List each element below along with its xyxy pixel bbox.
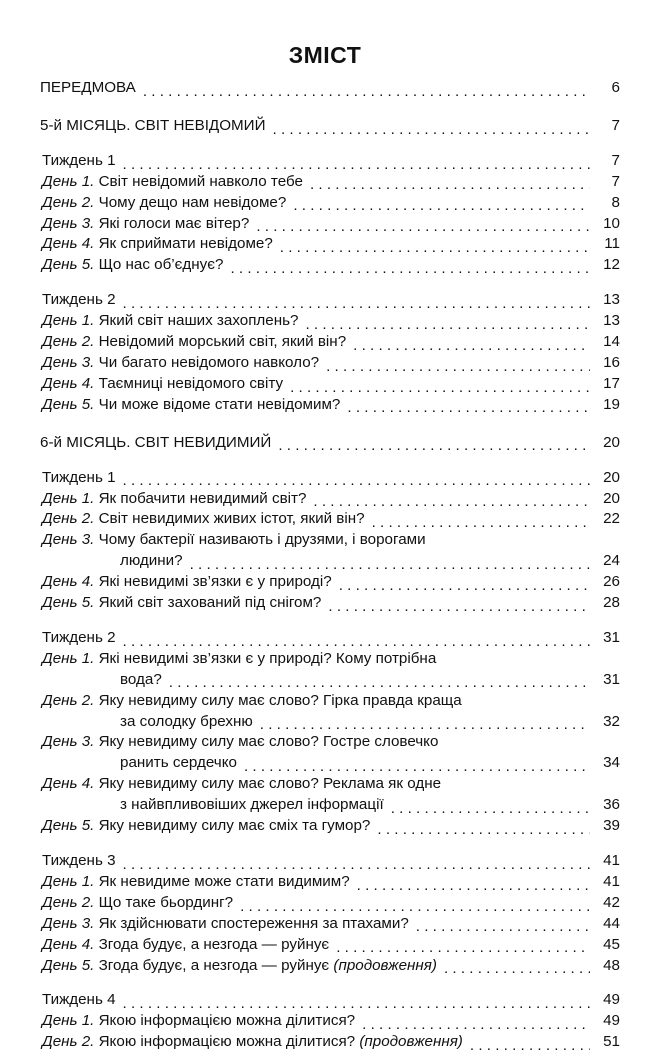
toc-entry-title xyxy=(42,151,116,172)
toc-page-number: 24 xyxy=(603,552,620,570)
toc-entry-label: Як здійснювати спостереження за птахами? xyxy=(98,914,409,932)
toc-entry-title xyxy=(42,628,116,649)
toc-entry-title xyxy=(40,116,266,137)
toc-entry[interactable] xyxy=(0,530,650,572)
dot-leader xyxy=(244,759,590,774)
toc-page-number: 20 xyxy=(603,433,620,451)
toc-entry[interactable] xyxy=(0,255,650,276)
toc-page-number: 31 xyxy=(603,670,620,688)
toc-entry-day-label: День 4. xyxy=(42,573,99,591)
dot-leader xyxy=(336,940,590,955)
toc-entry-label: Якою інформацією можна ділитися? xyxy=(98,1033,360,1051)
toc-entry[interactable] xyxy=(0,1011,650,1032)
toc-entry-label: Який світ наших захоплень? xyxy=(98,312,299,330)
toc-entry-label: Невідомий морський світ, який він? xyxy=(98,333,347,351)
toc-page-number: 14 xyxy=(603,333,620,351)
toc-entry-title xyxy=(42,255,223,276)
dot-leader xyxy=(328,599,590,614)
toc-entry[interactable] xyxy=(0,489,650,510)
dot-leader xyxy=(123,857,590,872)
toc-entry[interactable] xyxy=(0,691,650,733)
toc-entry-day-label: День 2. xyxy=(42,333,99,351)
toc-entry-title xyxy=(42,935,329,956)
toc-entry-day-label: День 1. xyxy=(42,489,99,507)
toc-entry-day-label: День 1. xyxy=(42,312,99,330)
dot-leader xyxy=(123,473,590,488)
toc-entry-label: Чи багато невідомого навколо? xyxy=(98,353,320,371)
dot-leader xyxy=(372,515,590,530)
toc-page-number: 7 xyxy=(611,151,620,169)
toc-entry-label: Таємниці невідомого світу xyxy=(98,374,284,392)
toc-entry[interactable] xyxy=(0,774,650,816)
toc-entry-day-label: День 3. xyxy=(42,214,99,232)
toc-page-number: 41 xyxy=(603,872,620,890)
toc-page-number: 36 xyxy=(603,796,620,814)
toc-entry-line xyxy=(42,732,620,753)
toc-entry-title xyxy=(42,172,303,193)
toc-entry-title xyxy=(42,395,340,416)
toc-entry-day-label: День 2. xyxy=(42,893,99,911)
toc-entry-label: Що таке бьординг? xyxy=(98,893,234,911)
toc-entry[interactable] xyxy=(0,649,650,691)
toc-entry-day-label: День 2. xyxy=(42,193,99,211)
toc-entry-day-label: День 3. xyxy=(42,531,99,549)
toc-entry[interactable] xyxy=(0,1032,650,1053)
dot-leader xyxy=(169,675,590,690)
toc-entry-label: Які голоси має вітер? xyxy=(98,214,250,232)
toc-entry[interactable] xyxy=(0,509,650,530)
toc-entry-line xyxy=(42,649,620,670)
toc-entry-label: Згода будує, а незгода — руйнує xyxy=(98,956,334,974)
toc-entry-day-label: День 2. xyxy=(42,691,99,709)
dot-leader xyxy=(353,338,590,353)
dot-leader xyxy=(190,557,590,572)
dot-leader xyxy=(143,84,590,99)
toc-entry-title: Чому бактерії називають і друзями, і ворогами xyxy=(98,531,426,549)
dot-leader xyxy=(326,359,590,374)
dot-leader xyxy=(362,1017,590,1032)
toc-entry-label: Згода будує, а незгода — руйнує xyxy=(98,935,330,953)
toc-entry-label: Світ невідомий навколо тебе xyxy=(98,172,303,190)
toc-entry-label: ПЕРЕДМОВА xyxy=(40,79,136,96)
toc-entry-label: Чому дещо нам невідоме? xyxy=(98,193,287,211)
toc-page-number: 22 xyxy=(603,510,620,528)
toc-entry-label: Тиждень 2 xyxy=(42,291,116,309)
toc-entry-label: Як невидиме може стати видимим? xyxy=(98,872,350,890)
toc-entry-day-label: День 5. xyxy=(42,817,99,835)
toc-entry-title xyxy=(42,468,116,489)
toc-entry-label: Тиждень 1 xyxy=(42,468,116,486)
toc-entry-title xyxy=(42,214,249,235)
toc-page-number: 7 xyxy=(611,116,620,134)
dot-leader xyxy=(123,296,590,311)
dot-leader xyxy=(416,919,590,934)
toc-entry[interactable] xyxy=(0,593,650,614)
toc-entry-day-label: День 1. xyxy=(42,1012,99,1030)
toc-entry-title: Яку невидиму силу має слово? Гостре словечко xyxy=(98,733,439,751)
toc-entry-label: Тиждень 3 xyxy=(42,852,116,869)
toc-entry[interactable] xyxy=(0,628,650,649)
toc-entry-title xyxy=(40,78,136,99)
toc-entry[interactable] xyxy=(0,732,650,774)
toc-entry-title xyxy=(42,509,365,530)
toc-entry-continuation xyxy=(42,753,620,774)
toc-entry-title xyxy=(42,990,116,1011)
toc-entry-title-cont: за солодку брехню xyxy=(120,712,253,730)
toc-page-number: 7 xyxy=(611,172,620,190)
toc-entry-line xyxy=(42,530,620,551)
toc-page-number: 20 xyxy=(603,468,620,486)
toc-entry[interactable] xyxy=(0,234,650,255)
toc-page-number: 8 xyxy=(611,193,620,211)
toc-entry-note: (продовження) xyxy=(359,1033,463,1051)
toc-entry-day-label: День 4. xyxy=(42,935,99,953)
toc-page-number: 16 xyxy=(603,353,620,371)
toc-entry-label: Чи може відоме стати невідомим? xyxy=(98,395,341,413)
toc-entry-title xyxy=(42,914,409,935)
toc-page-number: 48 xyxy=(603,956,620,974)
dot-leader xyxy=(123,996,590,1011)
toc-entry[interactable] xyxy=(0,311,650,332)
toc-entry[interactable] xyxy=(0,172,650,193)
page-title: ЗМІСТ xyxy=(288,42,362,68)
toc-entry-label: Тиждень 2 xyxy=(42,628,116,646)
toc-entry-title xyxy=(42,893,233,914)
toc-entry-title xyxy=(42,489,306,510)
dot-leader xyxy=(290,380,590,395)
toc-page-number: 49 xyxy=(603,1012,620,1030)
toc-page-number: 10 xyxy=(603,214,620,232)
toc-entry[interactable] xyxy=(0,851,650,872)
toc-entry-day-label: День 1. xyxy=(42,872,99,890)
toc-entry[interactable] xyxy=(0,914,650,935)
toc-entry[interactable] xyxy=(0,193,650,214)
toc-entry[interactable] xyxy=(0,116,650,137)
toc-entry-title xyxy=(42,593,321,614)
dot-leader xyxy=(123,157,590,172)
dot-leader xyxy=(305,317,590,332)
toc-entry-title xyxy=(42,1011,355,1032)
toc-entry-continuation xyxy=(42,670,620,691)
dot-leader xyxy=(230,261,590,276)
toc-entry-label: Тиждень 4 xyxy=(42,991,116,1009)
dot-leader xyxy=(357,878,590,893)
toc-entry[interactable] xyxy=(0,990,650,1011)
toc-page-number: 26 xyxy=(603,573,620,591)
toc-list xyxy=(0,78,650,1053)
toc-entry-day-label: День 4. xyxy=(42,374,99,392)
toc-entry-label: Тиждень 1 xyxy=(42,151,116,169)
toc-entry-title xyxy=(42,311,298,332)
toc-entry[interactable] xyxy=(0,214,650,235)
dot-leader xyxy=(313,494,590,509)
toc-entry-title xyxy=(42,572,332,593)
toc-entry-continuation xyxy=(42,795,620,816)
toc-page-number: 41 xyxy=(603,852,620,869)
toc-page-number: 6 xyxy=(611,79,620,96)
dot-leader xyxy=(260,717,590,732)
dot-leader xyxy=(293,198,590,213)
toc-entry-line xyxy=(42,691,620,712)
dot-leader xyxy=(347,401,590,416)
toc-page-number: 28 xyxy=(603,594,620,612)
toc-page-number: 11 xyxy=(604,235,620,253)
toc-page-number: 49 xyxy=(603,991,620,1009)
toc-entry-note: (продовження) xyxy=(333,956,437,974)
dot-leader xyxy=(470,1038,590,1053)
toc-page-number: 19 xyxy=(603,395,620,413)
toc-entry-day-label: День 1. xyxy=(42,172,99,190)
toc-entry[interactable] xyxy=(0,151,650,172)
toc-entry-continuation xyxy=(42,551,620,572)
toc-entry[interactable] xyxy=(0,433,650,454)
dot-leader xyxy=(256,219,590,234)
toc-entry-title xyxy=(42,290,116,311)
toc-page-number: 45 xyxy=(603,935,620,953)
toc-entry[interactable] xyxy=(0,468,650,489)
toc-entry-title xyxy=(42,1032,463,1053)
toc-entry-title-cont: вода? xyxy=(120,670,162,688)
toc-entry-title xyxy=(42,851,116,872)
toc-entry-label: Як сприймати невідоме? xyxy=(98,235,273,253)
toc-entry[interactable] xyxy=(0,893,650,914)
toc-entry-label: Як побачити невидимий світ? xyxy=(98,489,307,507)
toc-entry-label: Який світ захований під снігом? xyxy=(98,594,322,612)
toc-entry-title: Яку невидиму силу має слово? Гірка правда краща xyxy=(98,691,462,709)
toc-entry-day-label: День 5. xyxy=(42,594,99,612)
toc-entry-title xyxy=(42,374,283,395)
toc-entry[interactable] xyxy=(0,374,650,395)
dot-leader xyxy=(310,177,590,192)
toc-page-number: 51 xyxy=(603,1033,620,1051)
toc-entry-day-label: День 5. xyxy=(42,256,99,274)
toc-entry-label: 6-й МІСЯЦЬ. СВІТ НЕВИДИМИЙ xyxy=(40,433,272,451)
toc-entry-title xyxy=(42,193,286,214)
dot-leader xyxy=(339,578,590,593)
toc-entry-title xyxy=(42,332,346,353)
toc-entry-day-label: День 5. xyxy=(42,395,99,413)
toc-entry-day-label: День 5. xyxy=(42,956,99,974)
toc-entry-label: Яку невидиму силу має сміх та гумор? xyxy=(98,817,371,835)
toc-page-number: 44 xyxy=(603,914,620,932)
toc-entry-title xyxy=(42,353,319,374)
dot-leader xyxy=(123,634,590,649)
toc-page-number: 17 xyxy=(603,374,620,392)
toc-entry-continuation xyxy=(42,712,620,733)
dot-leader xyxy=(240,899,590,914)
toc-entry-day-label: День 4. xyxy=(42,775,99,793)
toc-entry-day-label: День 4. xyxy=(42,235,99,253)
toc-entry-label: Що нас об’єднує? xyxy=(98,256,224,274)
toc-entry-line xyxy=(42,774,620,795)
toc-entry-title: Яку невидиму силу має слово? Реклама як одне xyxy=(98,775,442,793)
toc-entry-label: 5-й МІСЯЦЬ. СВІТ НЕВІДОМИЙ xyxy=(40,116,266,134)
toc-entry[interactable] xyxy=(0,572,650,593)
toc-entry[interactable] xyxy=(0,395,650,416)
toc-page-number: 13 xyxy=(603,312,620,330)
toc-page-number: 42 xyxy=(603,893,620,911)
toc-page-number: 31 xyxy=(603,628,620,646)
dot-leader xyxy=(278,438,590,453)
toc-page-number: 32 xyxy=(603,712,620,730)
toc-entry[interactable] xyxy=(0,872,650,893)
toc-entry-day-label: День 1. xyxy=(42,649,99,667)
dot-leader xyxy=(391,801,590,816)
toc-page-number: 39 xyxy=(603,817,620,835)
dot-leader xyxy=(444,961,590,976)
dot-leader xyxy=(377,822,590,837)
toc-entry[interactable] xyxy=(0,956,650,977)
toc-page-number: 20 xyxy=(603,489,620,507)
toc-entry-title xyxy=(42,872,350,893)
toc-entry[interactable] xyxy=(0,353,650,374)
toc-entry[interactable] xyxy=(0,290,650,311)
toc-entry-day-label: День 3. xyxy=(42,914,99,932)
toc-entry-title xyxy=(42,816,370,837)
toc-entry[interactable] xyxy=(0,78,650,99)
toc-page-number: 13 xyxy=(603,291,620,309)
toc-entry[interactable] xyxy=(0,935,650,956)
toc-entry-title xyxy=(40,433,271,454)
toc-page-number: 12 xyxy=(603,256,620,274)
toc-entry-day-label: День 2. xyxy=(42,510,99,528)
toc-entry-label: Світ невидимих живих істот, який він? xyxy=(98,510,365,528)
toc-entry[interactable] xyxy=(0,332,650,353)
toc-entry-day-label: День 2. xyxy=(42,1033,99,1051)
toc-entry-day-label: День 3. xyxy=(42,733,99,751)
toc-entry-label: Якою інформацією можна ділитися? xyxy=(98,1012,356,1030)
toc-entry-title-cont: людини? xyxy=(120,552,183,570)
toc-entry-label: Які невидимі зв’язки є у природі? xyxy=(98,573,332,591)
toc-entry-day-label: День 3. xyxy=(42,353,99,371)
toc-entry-title xyxy=(42,956,437,977)
toc-entry-title-cont: ранить сердечко xyxy=(120,754,237,772)
dot-leader xyxy=(280,240,590,255)
dot-leader xyxy=(273,122,591,137)
toc-entry-title-cont: з найвпливовіших джерел інформації xyxy=(120,796,384,814)
toc-page-number: 34 xyxy=(603,754,620,772)
toc-entry-title xyxy=(42,234,273,255)
toc-entry[interactable] xyxy=(0,816,650,837)
toc-entry-title: Які невидимі зв’язки є у природі? Кому потрібна xyxy=(98,649,437,667)
